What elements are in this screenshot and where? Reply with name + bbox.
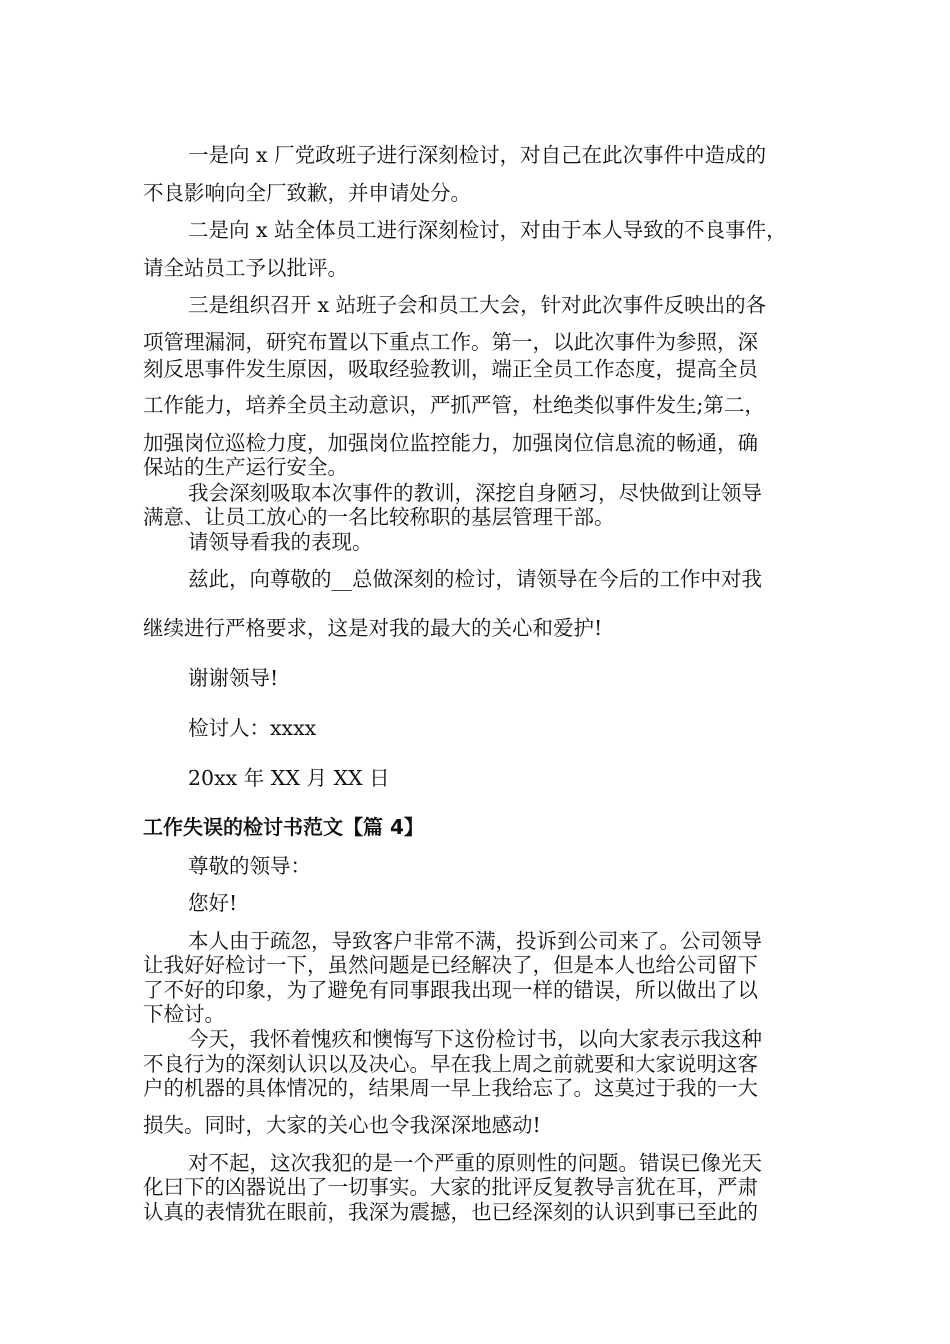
signature-line: 检讨人：xxxx (188, 716, 317, 740)
text-line: 了不好的印象，为了避免有同事跟我出现一样的错误，所以做出了以 (143, 978, 758, 1002)
text-line: 本人由于疏忽，导致客户非常不满，投诉到公司来了。公司领导 (188, 929, 762, 953)
text-line: 三是组织召开 x 站班子会和员工大会，针对此次事件反映出的各 (188, 293, 767, 317)
section-heading: 工作失误的检讨书范文【篇 4】 (143, 815, 424, 839)
text-line: 认真的表情犹在眼前，我深为震撼，也已经深刻的认识到事已至此的 (143, 1200, 758, 1224)
text-line: 化曰下的凶器说出了一切事实。大家的批评反复教导言犹在耳，严肃 (143, 1175, 758, 1199)
text-line: 兹此，向尊敬的__总做深刻的检讨，请领导在今后的工作中对我 (188, 567, 762, 591)
text-line: 谢谢领导! (188, 666, 279, 690)
greeting: 您好! (188, 891, 238, 915)
text-line: 继续进行严格要求，这是对我的最大的关心和爱护! (143, 616, 603, 640)
text-line: 刻反思事件发生原因，吸取经验教训，端正全员工作态度，提高全员 (143, 357, 758, 381)
text-line: 损失。同时，大家的关心也令我深深地感动! (143, 1113, 541, 1137)
text-line: 让我好好检讨一下，虽然问题是已经解决了，但是本人也给公司留下 (143, 953, 758, 977)
text-line: 请领导看我的表现。 (188, 530, 373, 554)
text-line: 加强岗位巡检力度，加强岗位监控能力，加强岗位信息流的畅通，确 (143, 431, 758, 455)
text-line: 工作能力，培养全员主动意识，严抓严管，杜绝类似事件发生;第二， (143, 393, 765, 417)
text-line: 一是向 x 厂党政班子进行深刻检讨，对自己在此次事件中造成的 (188, 143, 767, 167)
text-line: 我会深刻吸取本次事件的教训，深挖自身陋习，尽快做到让领导 (188, 481, 762, 505)
text-line: 对不起，这次我犯的是一个严重的原则性的问题。错误已像光天 (188, 1151, 762, 1175)
text-line: 保站的生产运行安全。 (143, 455, 348, 479)
text-line: 不良影响向全厂致歉，并申请处分。 (143, 181, 471, 205)
text-line: 不良行为的深刻认识以及决心。早在我上周之前就要和大家说明这客 (143, 1052, 758, 1076)
text-line: 请全站员工予以批评。 (143, 256, 348, 280)
text-line: 今天，我怀着愧疚和懊悔写下这份检讨书，以向大家表示我这种 (188, 1027, 762, 1051)
salutation: 尊敬的领导： (188, 854, 311, 878)
text-line: 满意、让员工放心的一名比较称职的基层管理干部。 (143, 505, 615, 529)
text-line: 二是向 x 站全体员工进行深刻检讨，对由于本人导致的不良事件， (188, 218, 787, 242)
text-line: 项管理漏洞，研究布置以下重点工作。第一，以此次事件为参照，深 (143, 330, 758, 354)
date-line: 20xx 年 XX 月 XX 日 (188, 766, 390, 790)
text-line: 下检讨。 (143, 1002, 225, 1026)
text-line: 户的机器的具体情况的，结果周一早上我给忘了。这莫过于我的一大 (143, 1076, 758, 1100)
